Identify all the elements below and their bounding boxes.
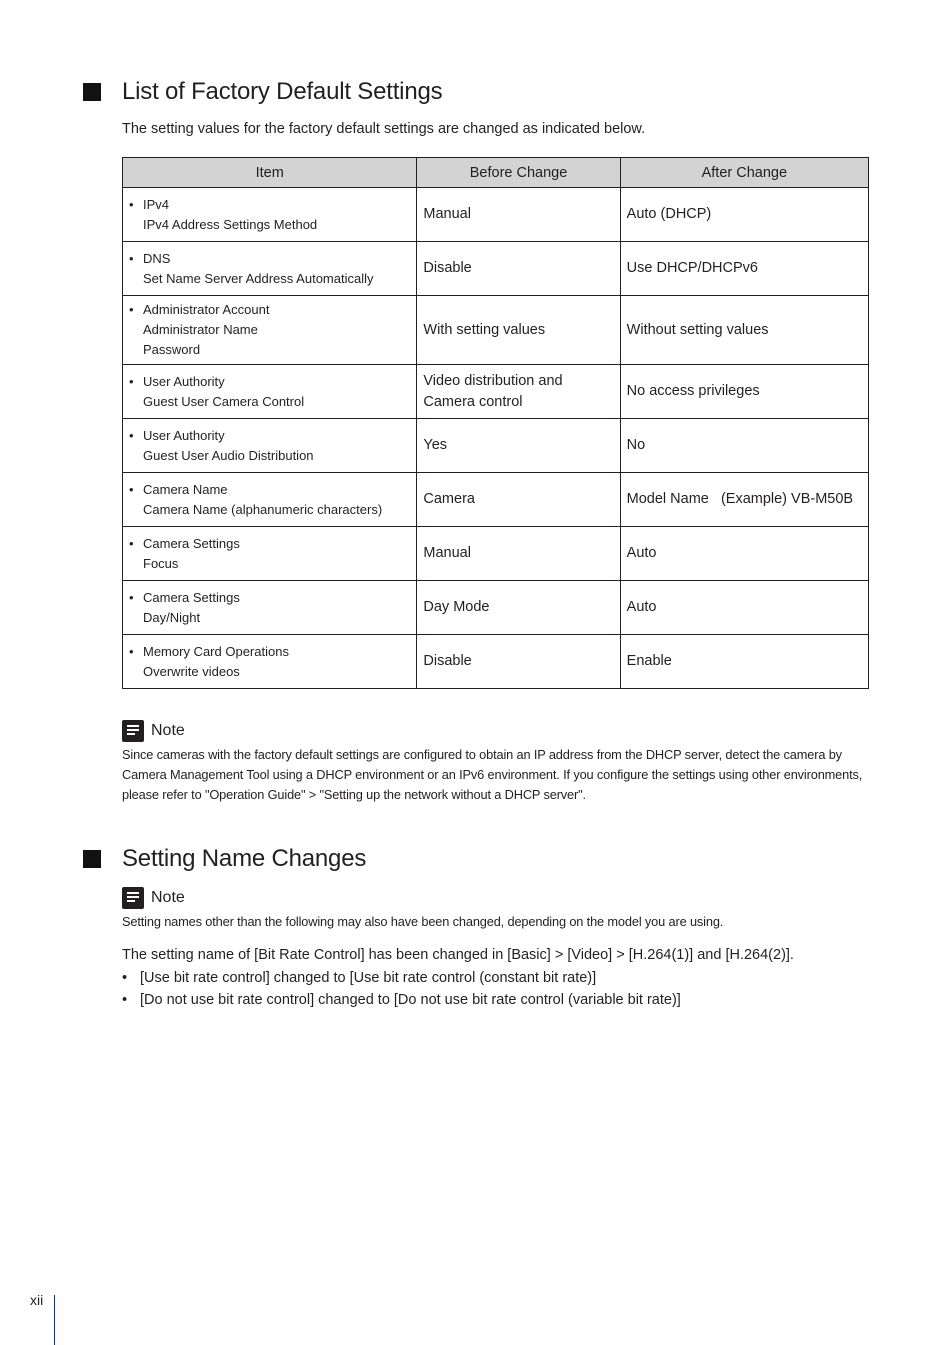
note-block-setting-names xyxy=(122,886,882,932)
factory-defaults-table xyxy=(122,157,869,689)
item-setting: Set Name Server Address Automatically xyxy=(143,270,374,286)
item-category: Administrator Account xyxy=(143,302,270,317)
changes-list xyxy=(122,967,681,1011)
item-cell xyxy=(123,188,417,242)
before-change-cell: Video distribution and Camera control xyxy=(417,365,620,419)
section-marker-icon xyxy=(83,850,101,868)
item-cell xyxy=(123,635,417,689)
after-change-cell: No xyxy=(620,419,868,473)
table-row xyxy=(123,581,869,635)
item-category: Camera Settings xyxy=(143,535,240,551)
after-change-cell: Auto xyxy=(620,581,868,635)
item-cell xyxy=(123,242,417,296)
after-change-cell: Enable xyxy=(620,635,868,689)
page-margin-rule xyxy=(54,1295,55,1345)
note-icon xyxy=(122,720,144,742)
table-row xyxy=(123,527,869,581)
header-before-change: Before Change xyxy=(417,158,620,188)
list-item-text: [Do not use bit rate control] changed to [Do not use bit rate control (variable bit rate)] xyxy=(140,992,681,1008)
table-row xyxy=(123,188,869,242)
before-change-cell: Day Mode xyxy=(417,581,620,635)
intro-text: The setting values for the factory default settings are changed as indicated below. xyxy=(122,121,646,137)
item-setting: Guest User Camera Control xyxy=(143,393,305,409)
item-category: Camera Settings xyxy=(143,589,240,605)
bullet: • xyxy=(129,643,134,659)
table-row xyxy=(123,473,869,527)
after-change-cell: Without setting values xyxy=(620,296,868,365)
after-change-cell: Auto (DHCP) xyxy=(620,188,868,242)
bullet: • xyxy=(129,373,134,389)
after-change-cell: Model Name (Example) VB-M50B xyxy=(620,473,868,527)
section-title: List of Factory Default Settings xyxy=(122,78,443,105)
bullet: • xyxy=(129,589,134,605)
before-change-cell: Manual xyxy=(417,527,620,581)
note-text: Setting names other than the following may also have been changed, depending on the model you are using. xyxy=(122,914,724,929)
page-number: xii xyxy=(30,1292,44,1308)
item-cell xyxy=(123,419,417,473)
header-item: Item xyxy=(123,158,417,188)
item-category: Camera Name xyxy=(143,481,228,497)
table-row xyxy=(123,365,869,419)
bullet: • xyxy=(129,535,134,551)
after-change-cell: Use DHCP/DHCPv6 xyxy=(620,242,868,296)
item-setting: Guest User Audio Distribution xyxy=(143,447,314,463)
item-cell xyxy=(123,473,417,527)
item-setting: Overwrite videos xyxy=(143,663,240,679)
item-setting: Administrator Name xyxy=(143,322,258,337)
section-title: Setting Name Changes xyxy=(122,845,367,872)
note-label: Note xyxy=(151,722,185,739)
table-row xyxy=(123,296,869,365)
section-heading-factory-defaults xyxy=(83,78,442,106)
section-heading-setting-name-changes xyxy=(83,845,366,873)
bullet: • xyxy=(129,427,134,443)
section-marker-icon xyxy=(83,83,101,101)
before-change-cell: Manual xyxy=(417,188,620,242)
item-category: Memory Card Operations xyxy=(143,643,289,659)
table-row xyxy=(123,242,869,296)
bullet: • xyxy=(129,302,134,317)
before-change-cell: With setting values xyxy=(417,296,620,365)
item-cell xyxy=(123,365,417,419)
before-change-cell: Yes xyxy=(417,419,620,473)
after-change-cell: No access privileges xyxy=(620,365,868,419)
changes-intro-text: The setting name of [Bit Rate Control] has been changed in [Basic] > [Video] > [H.264(1)] and [H.264(2)]. xyxy=(122,947,794,963)
note-label: Note xyxy=(151,889,185,906)
before-change-cell: Disable xyxy=(417,242,620,296)
bullet: • xyxy=(129,196,134,212)
item-category: User Authority xyxy=(143,427,225,443)
list-item-text: [Use bit rate control] changed to [Use bit rate control (constant bit rate)] xyxy=(140,970,597,986)
after-change-cell: Auto xyxy=(620,527,868,581)
item-cell xyxy=(123,527,417,581)
item-setting: Camera Name (alphanumeric characters) xyxy=(143,501,383,517)
list-item xyxy=(122,989,681,1011)
bullet: • xyxy=(129,481,134,497)
header-after-change: After Change xyxy=(620,158,868,188)
item-setting: Focus xyxy=(143,555,179,571)
table-row xyxy=(123,419,869,473)
item-setting: IPv4 Address Settings Method xyxy=(143,216,318,232)
before-change-cell: Disable xyxy=(417,635,620,689)
note-heading xyxy=(122,886,882,910)
bullet: • xyxy=(129,250,134,266)
note-block-dhcp xyxy=(122,719,882,805)
note-icon xyxy=(122,887,144,909)
note-heading xyxy=(122,719,882,743)
item-setting: Day/Night xyxy=(143,609,201,625)
before-change-cell: Camera xyxy=(417,473,620,527)
item-cell xyxy=(123,296,417,365)
item-setting: Password xyxy=(143,342,201,357)
bullet: • xyxy=(122,970,128,986)
table-row xyxy=(123,635,869,689)
bullet: • xyxy=(122,992,128,1008)
table-header-row xyxy=(123,158,869,188)
item-cell xyxy=(123,581,417,635)
item-category: IPv4 xyxy=(143,196,170,212)
item-category: User Authority xyxy=(143,373,225,389)
note-text: Since cameras with the factory default settings are configured to obtain an IP address from the DHCP server, detect the camera by Camera Management Tool using a DHCP environment or an IPv6 environment. If you configure the settings using other environments, please refer to "Operation Guide" > "Setting up the network without a DHCP server". xyxy=(122,747,863,802)
list-item xyxy=(122,967,681,989)
item-category: DNS xyxy=(143,250,171,266)
